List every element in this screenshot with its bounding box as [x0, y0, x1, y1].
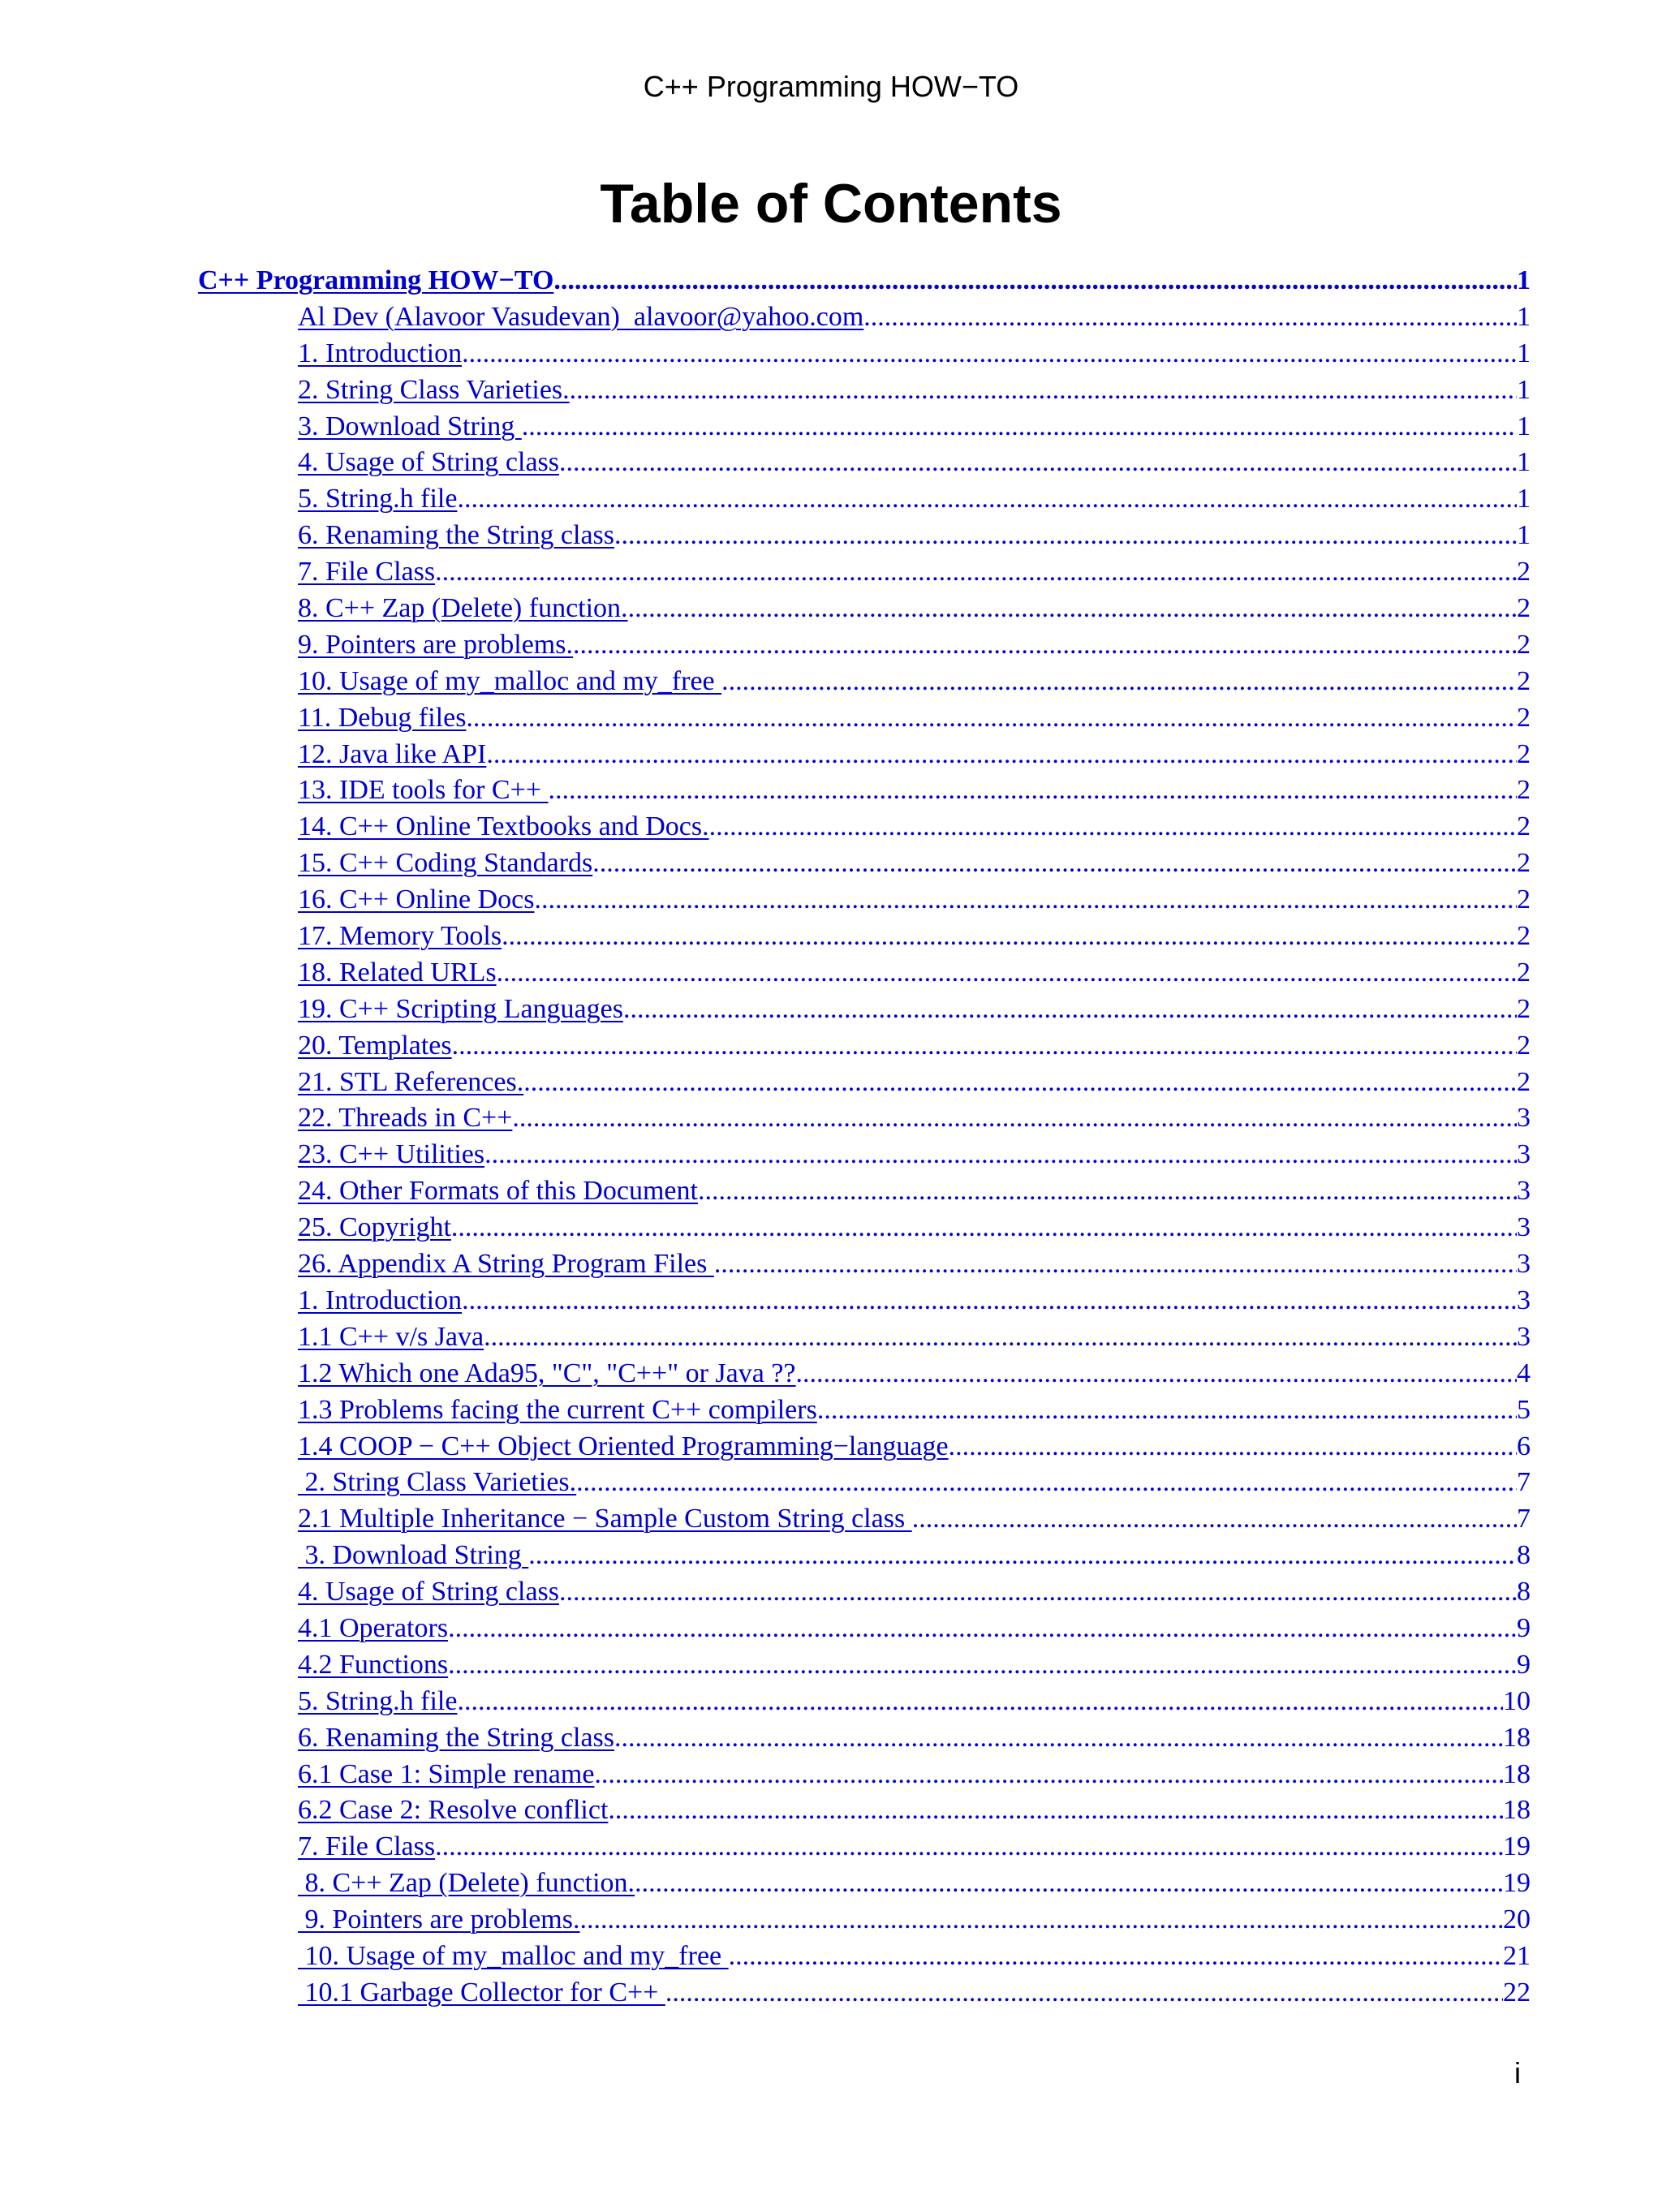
toc-entry-link[interactable]: 21. STL References. [298, 1066, 524, 1097]
toc-entry [0, 1501, 1662, 1538]
toc-entry [0, 299, 1662, 336]
toc-page-number: 3 [1517, 1139, 1531, 1170]
toc-entry-link[interactable]: 19. C++ Scripting Languages [298, 993, 623, 1024]
toc-page-number: 1 [1517, 520, 1531, 551]
toc-entry-link[interactable]: 4. Usage of String class [298, 447, 560, 478]
toc-entry-link[interactable]: 9. Pointers are problems. [298, 629, 573, 660]
toc-entry [0, 409, 1662, 445]
toc-entry [0, 1319, 1662, 1356]
page-number: i [1514, 2056, 1521, 2089]
toc-page-number: 1 [1517, 484, 1531, 514]
toc-page-number: 18 [1503, 1722, 1531, 1753]
toc-entry-link[interactable]: 10. Usage of my_malloc and my_free [298, 1940, 729, 1971]
toc-dot-leader [623, 992, 1517, 1028]
toc-entry [0, 263, 1662, 299]
toc-entry [0, 372, 1662, 409]
toc-entry [0, 1939, 1662, 1975]
toc-dot-leader [435, 554, 1517, 591]
toc-entry-link[interactable]: C++ Programming HOW−TO [198, 265, 554, 295]
toc-entry-link[interactable]: 1. Introduction [298, 338, 463, 368]
toc-page-number: 1 [1517, 338, 1531, 368]
toc-entry-link[interactable]: 2. String Class Varieties. [298, 1467, 577, 1498]
toc-entry-link[interactable]: 4.1 Operators [298, 1612, 449, 1643]
toc-dot-leader [796, 1356, 1517, 1392]
toc-dot-leader [721, 664, 1517, 700]
toc-page-number: 19 [1503, 1868, 1531, 1899]
toc-entry-link[interactable]: 13. IDE tools for C++ [298, 775, 549, 806]
toc-entry [0, 1866, 1662, 1902]
toc-dot-leader [448, 1611, 1517, 1647]
toc-entry [0, 1829, 1662, 1866]
toc-entry [0, 1137, 1662, 1173]
toc-entry [0, 737, 1662, 773]
toc-entry [0, 1028, 1662, 1065]
toc-dot-leader [548, 772, 1517, 809]
toc-page-number: 2 [1517, 1066, 1531, 1097]
toc-entry [0, 1392, 1662, 1429]
toc-page-number: 2 [1517, 811, 1531, 842]
toc-page-number: 3 [1517, 1212, 1531, 1243]
toc-entry [0, 554, 1662, 591]
toc-entry [0, 664, 1662, 700]
toc-page-number: 1 [1517, 374, 1531, 405]
toc-dot-leader [580, 1902, 1504, 1939]
toc-entry [0, 772, 1662, 809]
toc-entry [0, 882, 1662, 919]
toc-entry [0, 518, 1662, 554]
toc-entry-link[interactable]: 17. Memory Tools [298, 921, 502, 952]
toc-page-number: 3 [1517, 1321, 1531, 1352]
toc-page-number: 9 [1517, 1612, 1531, 1643]
toc-dot-leader [665, 1975, 1503, 2012]
toc-entry-link[interactable]: Al Dev (Alavoor Vasudevan) alavoor@yahoo.com [298, 301, 864, 332]
toc-entry-link[interactable]: 3. Download String [298, 411, 522, 441]
toc-page-number: 2 [1517, 957, 1531, 988]
toc-entry [0, 1975, 1662, 2012]
toc-page-number: 2 [1517, 629, 1531, 660]
toc-entry [0, 1538, 1662, 1574]
toc-dot-leader [512, 1100, 1517, 1137]
toc-page-number: 2 [1517, 1030, 1531, 1061]
toc-entry-link[interactable]: 8. C++ Zap (Delete) function. [298, 593, 628, 624]
toc-entry [0, 1611, 1662, 1647]
toc-dot-leader [452, 1028, 1517, 1065]
toc-entry-link[interactable]: 1.1 C++ v/s Java [298, 1321, 484, 1352]
toc-entry-link[interactable]: 9. Pointers are problems. [298, 1904, 580, 1935]
toc-dot-leader [628, 591, 1517, 627]
toc-entry-link[interactable]: 6. Renaming the String class [298, 1722, 615, 1753]
toc-page-number: 3 [1517, 1103, 1531, 1134]
toc-entry [0, 992, 1662, 1028]
toc-entry [0, 1173, 1662, 1210]
toc-page-number: 4 [1517, 1358, 1531, 1388]
toc-entry [0, 1684, 1662, 1720]
toc-dot-leader [502, 919, 1517, 955]
toc-dot-leader [484, 1137, 1517, 1173]
toc-entry-link[interactable]: 14. C++ Online Textbooks and Docs. [298, 811, 709, 842]
toc-page-number: 1 [1517, 447, 1531, 478]
toc-entry-link[interactable]: 24. Other Formats of this Document [298, 1176, 698, 1207]
toc-page-number: 2 [1517, 775, 1531, 806]
toc-dot-leader [457, 481, 1517, 518]
toc-dot-leader [435, 1829, 1503, 1866]
toc-entry-link[interactable]: 1.2 Which one Ada95, "C", "C++" or Java ?? [298, 1358, 796, 1388]
toc-page-number: 1 [1517, 265, 1531, 295]
toc-entry-link[interactable]: 1.3 Problems facing the current C++ compilers [298, 1394, 817, 1425]
toc-entry [0, 591, 1662, 627]
toc-dot-leader [592, 846, 1517, 882]
toc-entry-link[interactable]: 5. String.h file [298, 1685, 458, 1716]
toc-page-number: 2 [1517, 593, 1531, 624]
toc-dot-leader [912, 1501, 1517, 1538]
toc-dot-leader [949, 1429, 1517, 1465]
toc-page-number: 8 [1517, 1540, 1531, 1571]
toc-entry-link[interactable]: 1.4 COOP − C++ Object Oriented Programming−language [298, 1431, 949, 1461]
toc-page-number: 1 [1517, 411, 1531, 441]
toc-entry-link[interactable]: 2.1 Multiple Inheritance − Sample Custom String class [298, 1504, 912, 1534]
toc-dot-leader [484, 1319, 1517, 1356]
toc-page-number: 22 [1503, 1977, 1531, 2008]
toc-entry [0, 1792, 1662, 1829]
toc-dot-leader [486, 737, 1517, 773]
toc-entry [0, 1429, 1662, 1465]
toc-page-number: 3 [1517, 1285, 1531, 1315]
toc-entry [0, 1647, 1662, 1684]
toc-dot-leader [451, 1210, 1517, 1246]
page-title: Table of Contents [600, 173, 1062, 235]
toc-entry-link[interactable]: 23. C++ Utilities [298, 1139, 485, 1170]
toc-page-number: 7 [1517, 1504, 1531, 1534]
toc-entry-link[interactable]: 10.1 Garbage Collector for C++ [298, 1977, 665, 2008]
toc-page-number: 2 [1517, 884, 1531, 915]
toc-page-number: 20 [1503, 1904, 1531, 1935]
toc-entry [0, 1246, 1662, 1283]
toc-entry-link[interactable]: 25. Copyright [298, 1212, 451, 1243]
toc-dot-leader [714, 1246, 1517, 1283]
toc-entry-link[interactable]: 7. File Class [298, 557, 436, 587]
toc-entry [0, 481, 1662, 518]
toc-entry-link[interactable]: 26. Appendix A String Program Files [298, 1249, 714, 1280]
toc-entry-link[interactable]: 5. String.h file [298, 484, 458, 514]
toc-dot-leader [523, 1065, 1517, 1101]
toc-entry [0, 1356, 1662, 1392]
toc-dot-leader [576, 1465, 1517, 1501]
toc-entry-link[interactable]: 16. C++ Online Docs [298, 884, 535, 915]
toc-entry-link[interactable]: 8. C++ Zap (Delete) function. [298, 1868, 635, 1899]
running-header: C++ Programming HOW−TO [643, 70, 1019, 103]
toc-dot-leader [614, 1720, 1503, 1757]
table-of-contents [0, 263, 1662, 2012]
toc-dot-leader [448, 1647, 1517, 1684]
toc-entry-link[interactable]: 20. Templates [298, 1030, 452, 1061]
toc-page-number: 6 [1517, 1431, 1531, 1461]
toc-page-number: 18 [1503, 1758, 1531, 1789]
toc-entry [0, 846, 1662, 882]
toc-dot-leader [614, 518, 1517, 554]
toc-entry-link[interactable]: 3. Download String [298, 1540, 529, 1571]
toc-entry [0, 336, 1662, 372]
toc-dot-leader [559, 445, 1517, 481]
toc-entry [0, 1720, 1662, 1757]
toc-dot-leader [462, 1283, 1517, 1319]
toc-dot-leader [594, 1757, 1503, 1793]
toc-dot-leader [573, 627, 1517, 664]
toc-entry-link[interactable]: 1. Introduction [298, 1285, 463, 1315]
toc-entry [0, 1283, 1662, 1319]
toc-page-number: 2 [1517, 921, 1531, 952]
toc-entry-link[interactable]: 4. Usage of String class [298, 1577, 560, 1607]
toc-entry-link[interactable]: 18. Related URLs [298, 957, 497, 988]
toc-entry [0, 445, 1662, 481]
toc-entry-link[interactable]: 15. C++ Coding Standards [298, 848, 593, 879]
toc-entry-link[interactable]: 11. Debug files [298, 702, 467, 733]
toc-dot-leader [709, 809, 1517, 846]
toc-dot-leader [608, 1792, 1503, 1829]
toc-page-number: 3 [1517, 1176, 1531, 1207]
toc-dot-leader [698, 1173, 1517, 1210]
toc-entry [0, 1574, 1662, 1611]
toc-entry-link[interactable]: 22. Threads in C++ [298, 1103, 513, 1134]
toc-page-number: 19 [1503, 1831, 1531, 1862]
toc-dot-leader [817, 1392, 1517, 1429]
toc-page-number: 7 [1517, 1467, 1531, 1498]
toc-page-number: 8 [1517, 1577, 1531, 1607]
toc-dot-leader [553, 263, 1517, 299]
toc-entry-link[interactable]: 6.1 Case 1: Simple rename [298, 1758, 595, 1789]
toc-page-number: 2 [1517, 993, 1531, 1024]
toc-page-number: 18 [1503, 1795, 1531, 1826]
toc-entry-link[interactable]: 2. String Class Varieties. [298, 374, 570, 405]
toc-entry [0, 1100, 1662, 1137]
toc-entry-link[interactable]: 12. Java like API [298, 738, 487, 769]
toc-page-number: 5 [1517, 1394, 1531, 1425]
toc-entry [0, 1210, 1662, 1246]
toc-entry [0, 919, 1662, 955]
toc-dot-leader [522, 409, 1517, 445]
toc-entry [0, 1465, 1662, 1501]
toc-entry-link[interactable]: 10. Usage of my_malloc and my_free [298, 665, 722, 696]
toc-dot-leader [635, 1866, 1503, 1902]
toc-dot-leader [570, 372, 1517, 409]
toc-dot-leader [729, 1939, 1503, 1975]
toc-dot-leader [863, 299, 1517, 336]
toc-dot-leader [534, 882, 1517, 919]
toc-entry [0, 627, 1662, 664]
toc-entry-link[interactable]: 6. Renaming the String class [298, 520, 615, 551]
toc-page-number: 9 [1517, 1649, 1531, 1680]
toc-page-number: 3 [1517, 1249, 1531, 1280]
toc-page-number: 2 [1517, 665, 1531, 696]
toc-entry-link[interactable]: 6.2 Case 2: Resolve conflict [298, 1795, 609, 1826]
toc-entry [0, 1065, 1662, 1101]
toc-dot-leader [528, 1538, 1517, 1574]
toc-page-number: 1 [1517, 301, 1531, 332]
toc-entry [0, 1902, 1662, 1939]
toc-page-number: 2 [1517, 557, 1531, 587]
toc-dot-leader [462, 336, 1517, 372]
toc-entry [0, 809, 1662, 846]
toc-page-number: 10 [1503, 1685, 1531, 1716]
toc-entry-link[interactable]: 4.2 Functions [298, 1649, 449, 1680]
toc-page-number: 2 [1517, 848, 1531, 879]
toc-entry [0, 700, 1662, 737]
toc-entry-link[interactable]: 7. File Class [298, 1831, 436, 1862]
toc-page-number: 2 [1517, 702, 1531, 733]
toc-dot-leader [466, 700, 1517, 737]
toc-entry [0, 955, 1662, 992]
toc-dot-leader [559, 1574, 1517, 1611]
toc-dot-leader [457, 1684, 1503, 1720]
toc-dot-leader [497, 955, 1517, 992]
toc-page-number: 2 [1517, 738, 1531, 769]
toc-entry [0, 1757, 1662, 1793]
toc-page-number: 21 [1503, 1940, 1531, 1971]
